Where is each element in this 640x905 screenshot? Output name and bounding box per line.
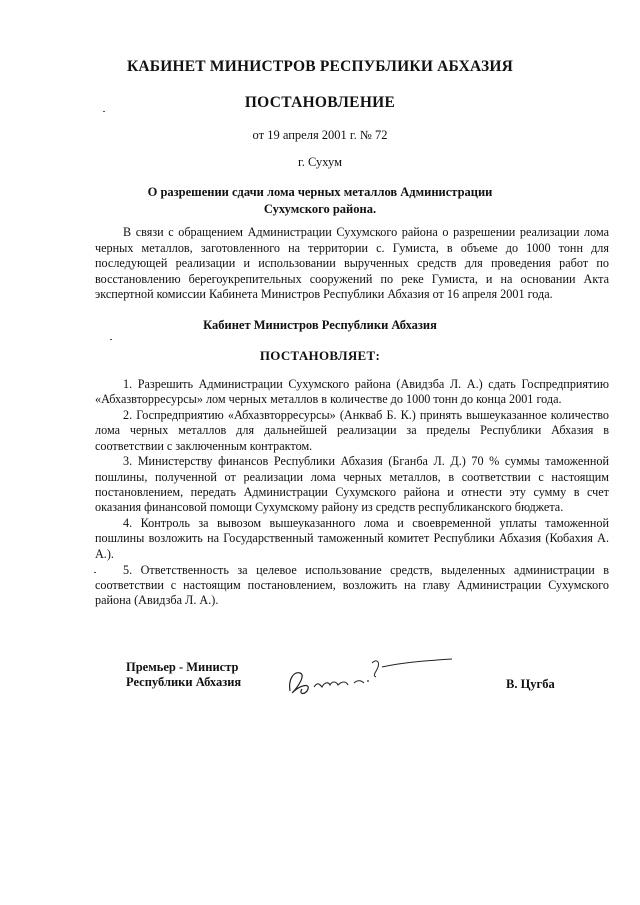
city-line: г. Сухум xyxy=(297,155,342,169)
resolution-items xyxy=(95,377,609,609)
resolution-item-3: 3. Министерству финансов Республики Абхазия (Бганба Л. Д.) 70 % суммы таможенной пошлины, полученной от реализации лома черных металлов, в соответствии с настоящим постановлением, передать Администрации Сухумского района и отнести эту сумму в счет оказания финансовой помощи Сухумскому району из средств республиканского бюджета. xyxy=(95,454,609,515)
preamble-paragraph: В связи с обращением Администрации Сухумского района о разрешении реализации лома черных металлов, заготовленного на территории с. Гумиста, в объеме до 1000 тонн для последующей реализации и использовании вырученных средств для проведения работ по восстановлению берегоукрепительных сооружений по реке Гумиста, и на основании Акта экспертной комиссии Кабинета Министров Республики Абхазия от 16 апреля 2001 года. xyxy=(95,225,609,301)
signatory-title-line-2: Республики Абхазия xyxy=(126,675,242,689)
resolution-item-4: 4. Контроль за вывозом вышеуказанного лома и своевременной уплаты таможенной пошлины возложить на Государственный таможенный комитет Республики Абхазия (Кобахия А. А.). xyxy=(95,516,609,561)
signatory-title xyxy=(126,660,241,690)
resolution-item-5: 5. Ответственность за целевое использование средств, выделенных администрации в соответствии с настоящим постановлением, возложить на главу Администрации Сухумского района (Авидзба Л. А.). xyxy=(95,562,609,608)
issuer-heading: КАБИНЕТ МИНИСТРОВ РЕСПУБЛИКИ АБХАЗИЯ xyxy=(126,58,514,75)
resolution-item-1: 1. Разрешить Администрации Сухумского района (Авидзба Л. А.) сдать Госпредприятию «Абхазвторресурсы» лом черных металлов в количестве до 1000 тонн до конца 2001 года. xyxy=(95,377,609,407)
document-type-heading: ПОСТАНОВЛЕНИЕ xyxy=(244,94,396,111)
scan-speck xyxy=(103,111,105,112)
signatory-name: В. Цугба xyxy=(506,677,555,691)
issuing-body-line: Кабинет Министров Республики Абхазия xyxy=(203,318,437,332)
scan-speck xyxy=(110,339,112,340)
resolves-heading: ПОСТАНОВЛЯЕТ: xyxy=(259,348,381,363)
subject-title: О разрешении сдачи лома черных металлов Администрации Сухумского района. xyxy=(147,185,493,216)
date-and-number: от 19 апреля 2001 г. № 72 xyxy=(252,128,388,142)
signatory-title-line-1: Премьер - Министр xyxy=(126,660,239,674)
handwritten-signature xyxy=(280,643,460,703)
resolution-item-2: 2. Госпредприятию «Абхазвторресурсы» (Анкваб Б. К.) принять вышеуказанное количество лома черных металлов для дальнейшей реализации за пределы Республики Абхазия в соответствии с заключенным контрактом. xyxy=(95,408,609,453)
scan-speck xyxy=(94,572,96,573)
